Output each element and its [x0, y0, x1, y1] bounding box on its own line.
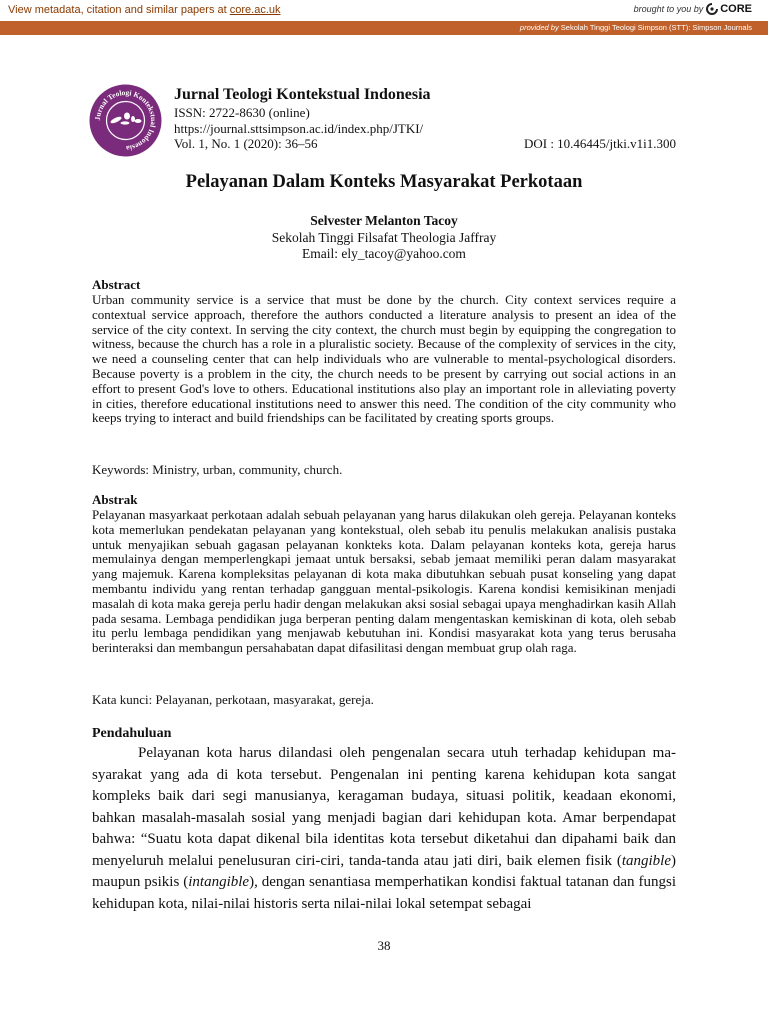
- journal-logo: [89, 84, 162, 157]
- intro-text-part-3: ), dengan senantiasa memperhatikan kondisi faktual tatanan dan fungsi kehidupan kota, nilai-nilai historis serta nilai-nilai lokal setempat sebagai: [92, 874, 676, 912]
- abstrak-keywords: Kata kunci: Pelayanan, perkotaan, masyarakat, gereja.: [92, 692, 374, 707]
- svg-text:Jurnal Teologi Kontekstual Ind: Jurnal Teologi Kontekstual Indonesia: [92, 87, 159, 154]
- intro-body: [92, 743, 676, 915]
- provided-by-label: provided by: [519, 23, 559, 32]
- brought-to-you-label: brought to you by: [633, 4, 704, 14]
- core-brought-by[interactable]: [634, 3, 752, 15]
- core-link[interactable]: core.ac.uk: [229, 4, 281, 16]
- journal-url[interactable]: https://journal.sttsimpson.ac.id/index.php/JTKI/: [174, 121, 424, 136]
- intro-text-part-1: Pelayanan kota harus dilandasi oleh pengenalan secara utuh terhadap kehidupan ma-syarakat yang ada di kota tersebut. Pengenalan ini penting karena kehidupan kota sangat kompleks baik dari segi manusianya, keragaman budaya, situasi politik, keadaan ekonomi, bahkan masalah-masalah sosial yang menjadi bagian dari kehidupan kota. Amar berpendapat bahwa: “Suatu kota dapat dikenal bila identitas kota tersebut diketahui dan dipahami baik dan menyeluruh melalui penelusuran ciri-ciri, tanda-tanda atau jati diri, baik elemen fisik (: [92, 745, 676, 869]
- author-affiliation: Sekolah Tinggi Filsafat Theologia Jaffray: [271, 230, 497, 245]
- core-logo-label: CORE: [720, 3, 752, 15]
- journal-issn: ISSN: 2722-8630 (online): [174, 105, 310, 120]
- page-number: 38: [377, 938, 391, 953]
- abstrak-heading: Abstrak: [92, 492, 138, 507]
- provided-by-text: [520, 23, 752, 32]
- abstrak-text: Pelayanan masyarkaat perkotaan adalah sebuah pelayanan yang harus dilakukan oleh gereja. Pelayanan konteks kota memerlukan pendekatan pelayanan yang kontekstual, oleh sebab itu penulis melakukan analisis pustaka untuk menyajikan sebuah gagasan pelayanan konkteks kota. Dalam pelayanan konteks kota, gereja harus memulainya dengan memperlengkapi jemaat untuk bersaksi, sebab jemaat memiliki peran dalam masyarakat yang majemuk. Karena kompleksitas pelayanan di kota maka dibutuhkan sebuah pusat konseling yang dapat membantu individu yang rentan terhadap gangguan mental-psikologis. Karena kondisi kemisikinan menjadi masalah di kota maka gereja perlu hadir dengan melakukan aksi sosial sebagai upaya menghadirkan kasih Allah pada sesama. Lembaga pendidikan juga berperan penting dalam mengentaskan kemiskinan di kota, oleh sebab itu perlu lembaga pendidikan yang menjawab kebutuhan ini. Kondisi masyarakat kota yang terus berusaha berinteraksi dan membangun persahabatan dapat difasilitasi dengan membuat grup olah raga.: [92, 507, 676, 656]
- provided-by-bar: [0, 21, 768, 35]
- article-doi[interactable]: DOI : 10.46445/jtki.v1i1.300: [523, 136, 676, 151]
- author-name: Selvester Melanton Tacoy: [310, 213, 458, 228]
- intro-term-intangible: intangible: [188, 874, 250, 890]
- core-metadata-label: View metadata, citation and similar papers at: [8, 4, 230, 16]
- core-logo: [706, 3, 752, 15]
- intro-text-part-2: ) maupun psikis (: [92, 852, 676, 890]
- abstract-text: Urban community service is a service that must be done by the church. City context services require a contextual service approach, therefore the authors conducted a literature analysis to present an idea of the service of the city context. In serving the city context, the church must begin by equipping the congregation to witness, because the church has a role in a pluralistic society. Because of the complexity of services in the city, we need a counseling center that can help individuals who are vulnerable to mental-psychological disorders. Because poverty is a problem in the city, the church needs to be present by carrying out social actions in an effort to present God's love to others. Educational institutions also play an important role in alleviating poverty in cities, therefore educational institutions need to answer this need. The condition of the city community who keeps trying to interact and build friendships can be facilitated by creating sports groups.: [92, 292, 676, 426]
- journal-volume: Vol. 1, No. 1 (2020): 36–56: [174, 136, 318, 151]
- intro-heading: Pendahuluan: [92, 726, 172, 741]
- intro-term-tangible: tangible: [621, 852, 671, 869]
- abstract-keywords: Keywords: Ministry, urban, community, church.: [92, 462, 343, 477]
- paper-title: Pelayanan Dalam Konteks Masyarakat Perkotaan: [185, 172, 583, 192]
- abstract-heading: Abstract: [92, 277, 141, 292]
- core-metadata-text: [8, 4, 281, 16]
- core-logo-icon: [706, 3, 718, 15]
- author-email: Email: ely_tacoy@yahoo.com: [302, 246, 466, 261]
- journal-title: Jurnal Teologi Kontekstual Indonesia: [174, 86, 431, 103]
- provider-name: Sekolah Tinggi Teologi Simpson (STT): Simpson Journals: [560, 23, 752, 32]
- core-banner: [0, 0, 768, 22]
